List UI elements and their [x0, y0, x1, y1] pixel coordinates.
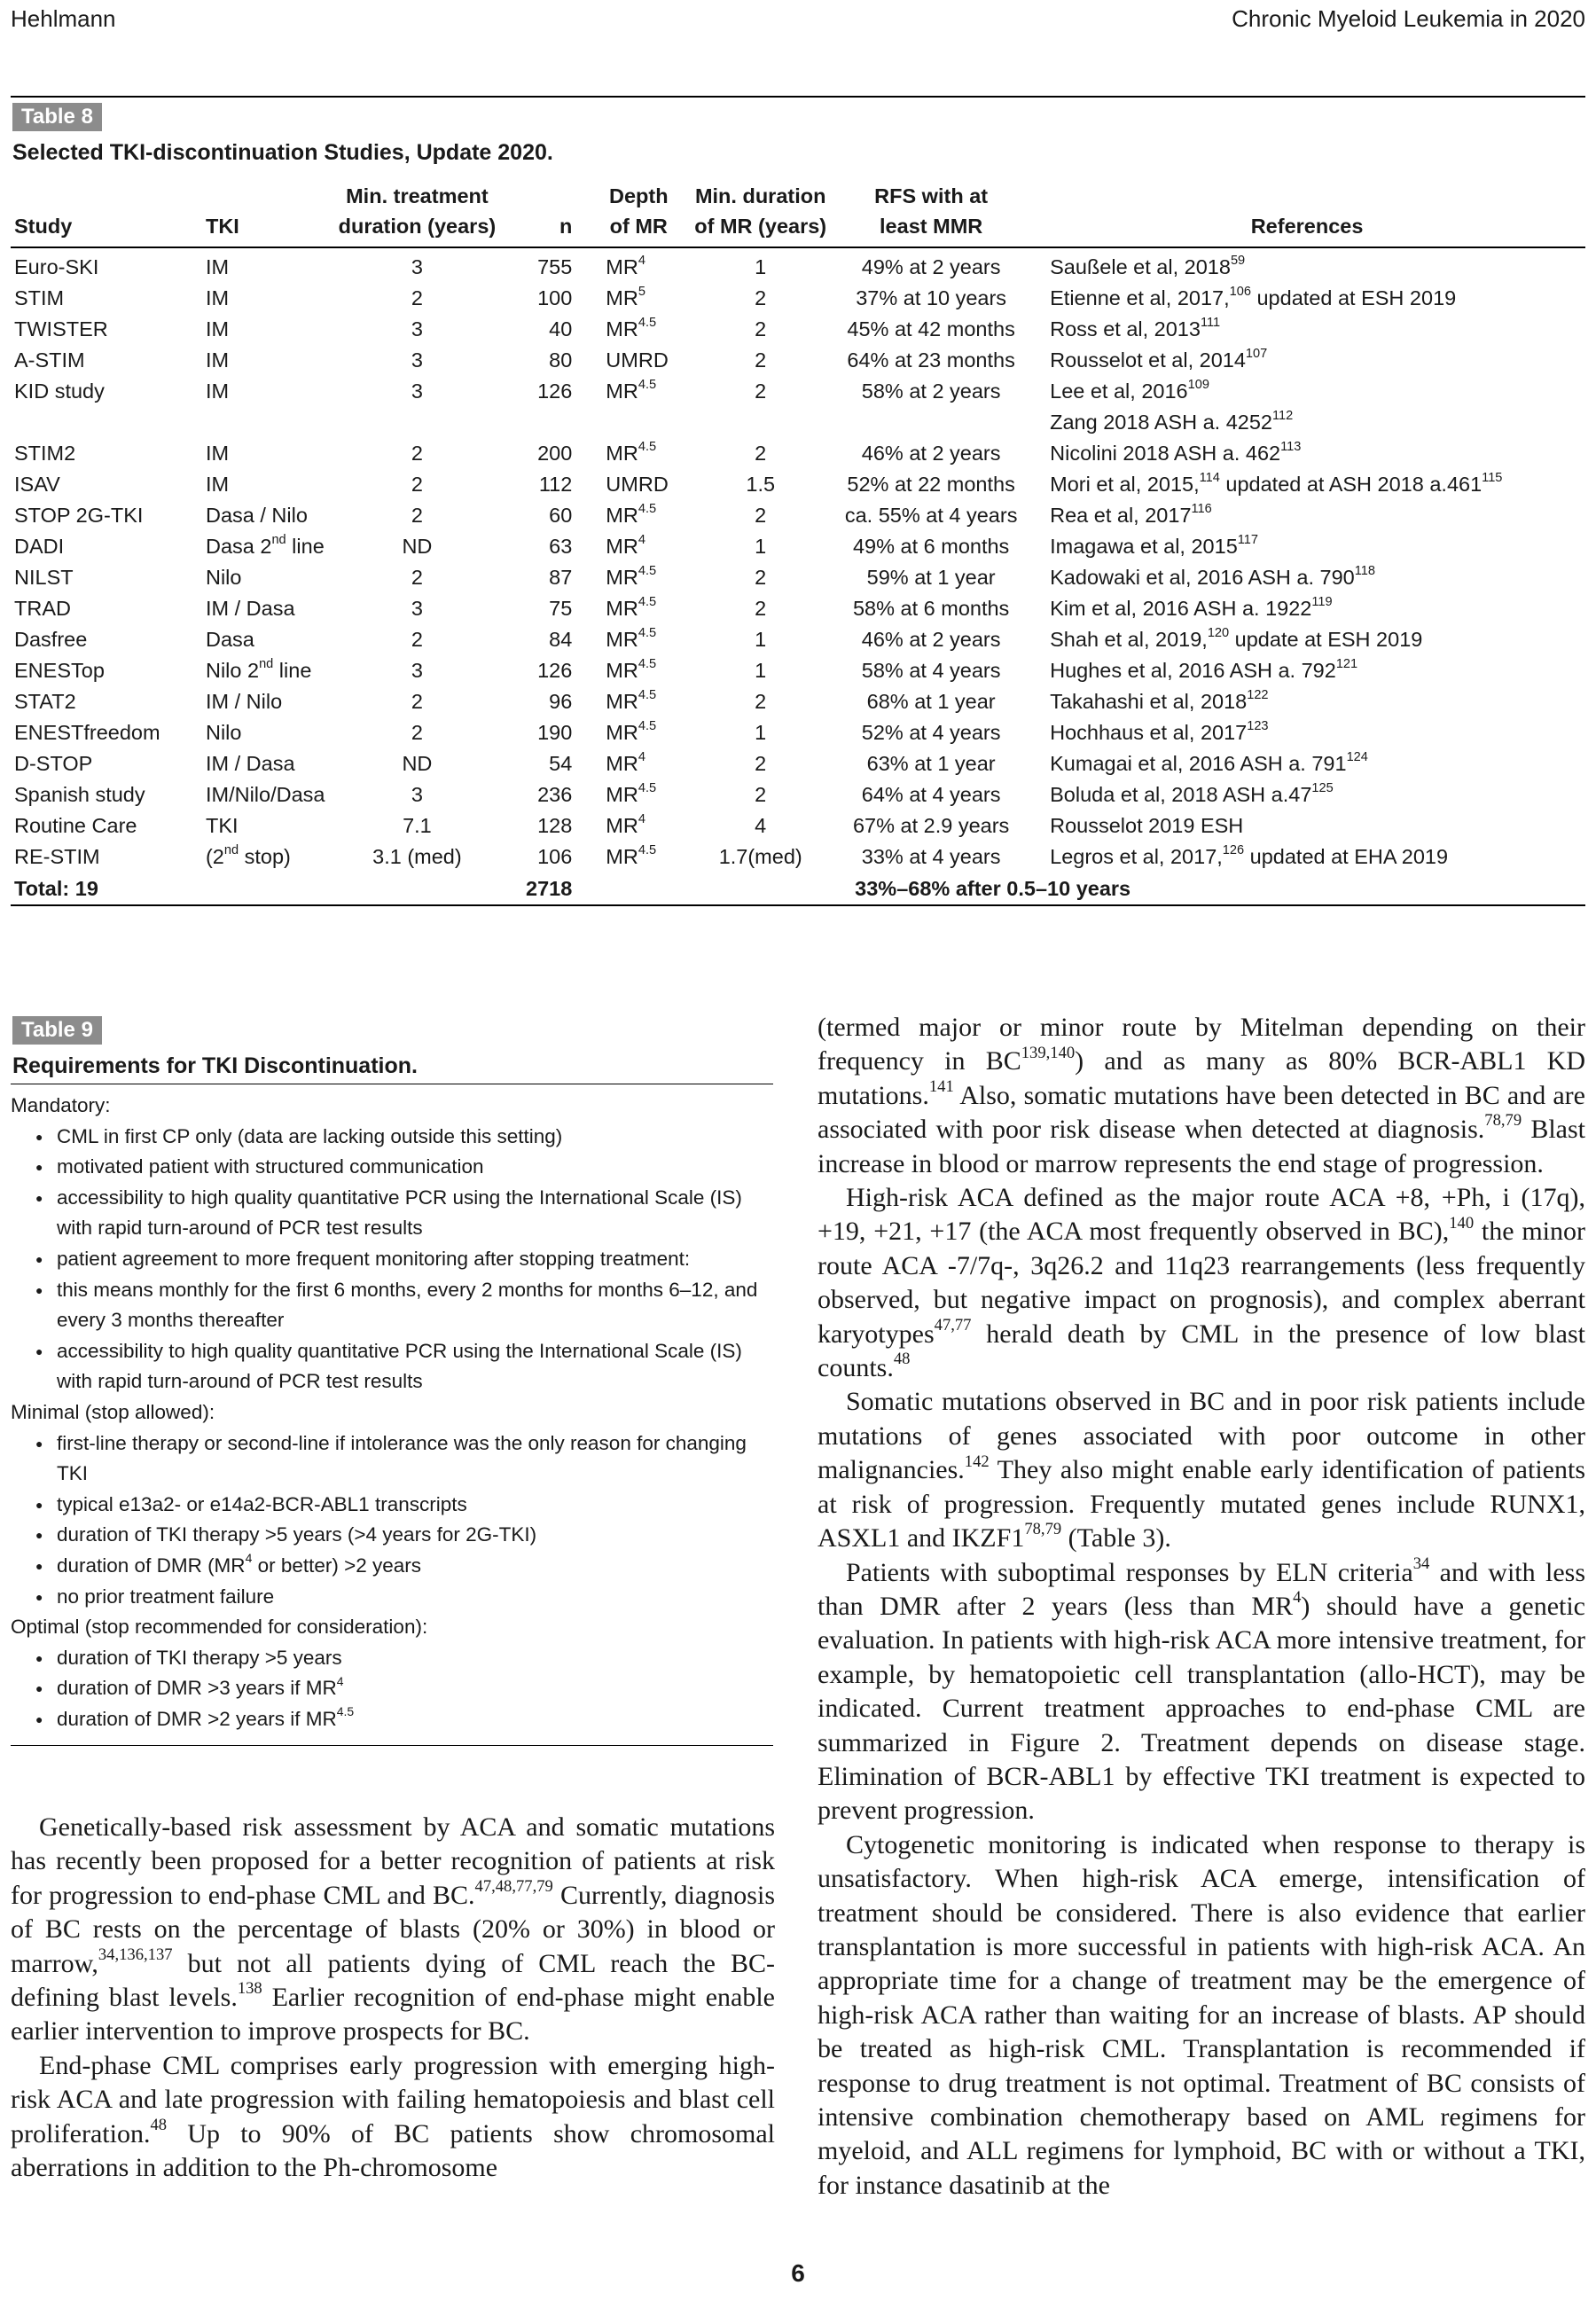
list-item: ● patient agreement to more frequent monitoring after stopping treatment:	[11, 1244, 773, 1275]
table-row	[11, 438, 1585, 469]
cell-min-mr-duration: 1.5	[746, 473, 776, 496]
table-row	[11, 314, 1585, 345]
table-row	[11, 283, 1585, 314]
list-item: ● duration of DMR >2 years if $MR^{4.5}$	[11, 1704, 773, 1735]
cell-min-treatment: 2	[411, 504, 423, 527]
cell-rfs: 68% at 1 year	[866, 690, 996, 713]
paragraph: Somatic mutations observed in BC and in poor risk patients include mutations of genes associated with poor outcome in other malignancies.$^{142}$ They also might enable early identification of patients at risk of progression. Frequently mutated genes include RUNX1, ASXL1 and IKZF1$^{78,79}$ (Table 3).	[818, 1387, 1585, 1554]
list-item: ● CML in first CP only (data are lacking outside this setting)	[11, 1122, 773, 1153]
cell-tki: IM	[205, 317, 230, 340]
cell-study	[11, 407, 170, 438]
cell-n: 54	[549, 752, 573, 775]
body-text-right-column	[818, 1011, 1585, 2203]
cell-depth: $MR^4$	[606, 812, 645, 837]
list-item: ● no prior treatment failure	[11, 1582, 773, 1613]
cell-rfs: 37% at 10 years	[856, 286, 1007, 309]
cell-rfs: 33% at 4 years	[861, 845, 1001, 868]
cell-tki: IM / Dasa	[205, 597, 295, 620]
table-row	[11, 376, 1585, 407]
paragraph: End-phase CML comprises early progression with emerging high-risk ACA and late progression with failing hematopoiesis and blast cell proliferation.$^{48}$ Up to 90% of BC patients show chromosomal aberrations in addition to the Ph-chromosome	[11, 2050, 775, 2183]
table-row	[11, 748, 1585, 779]
cell-rfs	[833, 407, 1029, 438]
table-row	[11, 247, 1585, 283]
list-item: ● first-line therapy or second-line if intolerance was the only reason for changing TKI	[11, 1428, 773, 1490]
cell-min-mr-duration: 1.7(med)	[718, 845, 802, 868]
cell-n: 106	[537, 845, 573, 868]
table-row	[11, 407, 1585, 438]
cell-rfs: 67% at 2.9 years	[852, 814, 1010, 837]
total-label: Total: 19	[11, 873, 170, 905]
table-8-header-row	[11, 174, 1585, 247]
cell-rfs: 59% at 1 year	[866, 566, 996, 589]
table-row	[11, 779, 1585, 810]
cell-n	[505, 407, 590, 438]
cell-n: 128	[537, 814, 573, 837]
cell-reference: Boluda et al, 2018 ASH $a.47^{125}$	[1050, 781, 1334, 806]
cell-reference: Legros et al, 2017,$^{126}$ updated at EHA 2019	[1050, 843, 1449, 868]
cell-min-treatment: 3	[411, 783, 423, 806]
list-item: ● duration of DMR ($MR^4$ or better) >2 years	[11, 1551, 773, 1582]
cell-study: TRAD	[14, 597, 71, 620]
cell-study: Euro-SKI	[14, 255, 99, 278]
cell-tki: IM	[205, 348, 230, 372]
cell-study: Dasfree	[14, 628, 88, 651]
paragraph: Cytogenetic monitoring is indicated when response to therapy is unsatisfactory. When high-risk ACA emerge, intensification of treatment should be considered. There is also evidence that earlier transplantation is more successful in patients with high-risk ACA. An appropriate time for a change of treatment may be the emergence of high-risk ACA rather than waiting for an increase of blasts. AP should be treated as high-risk CML. Transplantation is recommended if response to drug treatment is not optimal. Treatment of BC consists of intensive combination chemotherapy based on AML regimens for myeloid, and ALL regimens for lymphoid, BC with or without a TKI, for instance dasatinib at the	[818, 1829, 1585, 2200]
cell-reference: Hochhaus et al, 2017$^{123}$	[1050, 719, 1269, 744]
cell-depth: $MR^{4.5}$	[606, 502, 657, 527]
cell-rfs: 58% at 4 years	[861, 659, 1001, 682]
body-text-left-column	[11, 1811, 775, 2185]
cell-study: STIM	[14, 286, 65, 309]
table-row	[11, 531, 1585, 562]
cell-rfs: ca. 55% at 4 years	[844, 504, 1018, 527]
cell-reference: Ross et al, 2013$^{111}$	[1050, 316, 1221, 340]
cell-min-treatment: 2	[411, 628, 423, 651]
table-9-section-heading: Optimal (stop recommended for consideration):	[11, 1616, 428, 1639]
cell-min-mr-duration: 1	[755, 628, 767, 651]
table-8-tag: Table 8	[12, 103, 102, 131]
table-row	[11, 655, 1585, 686]
page-number: 6	[791, 2259, 805, 2287]
cell-n: 80	[549, 348, 573, 372]
cell-n: 100	[537, 286, 573, 309]
cell-study: A-STIM	[14, 348, 85, 372]
list-item: ● typical e13a2- or e14a2-BCR-ABL1 transcripts	[11, 1490, 773, 1521]
cell-study: STAT2	[14, 690, 76, 713]
cell-min-treatment: 3	[411, 597, 423, 620]
cell-rfs: 46% at 2 years	[861, 628, 1001, 651]
list-item: ● duration of TKI therapy >5 years (>4 years for 2G-TKI)	[11, 1520, 773, 1551]
paragraph: High-risk ACA defined as the major route ACA +8, +Ph, i (17q), +19, +21, +17 (the ACA most frequently observed in BC),$^{140}$ the minor route ACA -7/7q-, 3q26.2 and 11q23 rearrangements (less frequently observed, but negative impact on prognosis), and complex aberrant karyotypes$^{47,77}$ herald death by CML in the presence of low blast counts.$^{48}$	[818, 1183, 1585, 1383]
table-row	[11, 686, 1585, 717]
list-item: ● duration of DMR >3 years if $MR^4$	[11, 1673, 773, 1704]
total-rfs: 33%–68% after 0.5–10 years	[833, 873, 1585, 905]
cell-depth: $MR^4$	[606, 254, 645, 278]
col-header-study: Study	[11, 174, 170, 247]
cell-reference: Mori et al, 2015,$^{114}$ updated at ASH 2018 a.461$^{115}$	[1050, 471, 1503, 496]
cell-depth: $MR^{4.5}$	[606, 843, 657, 868]
list-item: ● duration of TKI therapy >5 years	[11, 1643, 773, 1674]
cell-min-treatment: ND	[402, 752, 433, 775]
table-row	[11, 717, 1585, 748]
cell-study: DADI	[14, 535, 65, 558]
table-row	[11, 593, 1585, 624]
cell-min-treatment: 3	[411, 659, 423, 682]
cell-min-treatment: 2	[411, 690, 423, 713]
cell-rfs: 49% at 6 months	[852, 535, 1010, 558]
cell-tki: Nilo	[205, 566, 242, 589]
cell-min-mr-duration: 2	[755, 752, 767, 775]
cell-tki: (2nd stop)	[205, 843, 291, 868]
cell-min-treatment: 2	[411, 566, 423, 589]
cell-n: 126	[537, 659, 573, 682]
cell-rfs: 58% at 2 years	[861, 380, 1001, 403]
cell-rfs: 58% at 6 months	[852, 597, 1010, 620]
table-9-caption: Requirements for TKI Discontinuation.	[12, 1053, 418, 1078]
cell-reference: Rea et al, 2017$^{116}$	[1050, 502, 1212, 527]
col-header-min-treatment: Min. treatment duration (years)	[329, 174, 506, 247]
cell-reference: Zang 2018 ASH a. 4252$^{112}$	[1050, 409, 1294, 434]
cell-min-mr-duration: 1	[755, 659, 767, 682]
cell-tki: Dasa / Nilo	[205, 504, 308, 527]
cell-reference: Takahashi et al, 2018$^{122}$	[1050, 688, 1269, 713]
list-item: ● this means monthly for the first 6 months, every 2 months for months 6–12, and every 3 months thereafter	[11, 1275, 773, 1336]
cell-depth: $MR^{4.5}$	[606, 440, 657, 465]
cell-min-mr-duration: 2	[755, 597, 767, 620]
cell-min-treatment: 3.1 (med)	[372, 845, 462, 868]
cell-tki: IM / Nilo	[205, 690, 283, 713]
cell-study: ENESTop	[14, 659, 105, 682]
cell-reference: Nicolini 2018 ASH a. $462^{113}$	[1050, 440, 1302, 465]
table-8-total-row	[11, 873, 1585, 905]
cell-n: 96	[549, 690, 573, 713]
col-header-tki: TKI	[170, 174, 329, 247]
cell-depth: $MR^{4.5}$	[606, 781, 657, 806]
cell-study: NILST	[14, 566, 74, 589]
cell-n: 60	[549, 504, 573, 527]
cell-reference: Rousselot 2019 ESH	[1050, 814, 1244, 837]
cell-n: 200	[537, 442, 573, 465]
list-item: ● accessibility to high quality quantitative PCR using the International Scale (IS) with rapid turn-around of PCR test results	[11, 1183, 773, 1244]
cell-depth: $MR^{4.5}$	[606, 564, 657, 589]
cell-n: 40	[549, 317, 573, 340]
cell-min-mr-duration: 2	[755, 380, 767, 403]
cell-study: RE-STIM	[14, 845, 100, 868]
col-header-n: n	[505, 174, 590, 247]
cell-min-mr-duration: 1	[755, 255, 767, 278]
cell-min-mr-duration: 2	[755, 317, 767, 340]
cell-depth: $MR^5$	[606, 285, 645, 309]
cell-study: TWISTER	[14, 317, 108, 340]
cell-tki: Nilo	[205, 721, 242, 744]
cell-min-treatment	[329, 407, 506, 438]
cell-study: STIM2	[14, 442, 76, 465]
cell-depth	[590, 407, 687, 438]
cell-min-mr-duration: 2	[755, 442, 767, 465]
cell-min-mr-duration: 2	[755, 348, 767, 372]
cell-depth: $MR^{4.5}$	[606, 316, 657, 340]
table-row	[11, 500, 1585, 531]
header-rule	[11, 96, 1585, 98]
cell-n: 63	[549, 535, 573, 558]
cell-tki: Dasa 2nd line	[205, 533, 325, 558]
table-row	[11, 624, 1585, 655]
table-9-tag: Table 9	[12, 1016, 102, 1045]
cell-reference: Kadowaki et al, 2016 ASH a. $790^{118}$	[1050, 564, 1375, 589]
table-9-section-heading: Mandatory:	[11, 1094, 111, 1116]
cell-tki: IM	[205, 255, 230, 278]
paragraph: Patients with suboptimal responses by ELN criteria$^{34}$ and with less than DMR after 2 years (less than $MR^4$) should have a genetic evaluation. In patients with high-risk ACA more intensive treatment, for example, by hematopoietic cell transplantation (allo-HCT), may be indicated. Current treatment approaches to end-phase CML are summarized in Figure 2. Treatment depends on disease stage. Elimination of BCR-ABL1 by effective TKI treatment is expected to prevent progression.	[818, 1554, 1585, 1826]
list-item: ● motivated patient with structured communication	[11, 1152, 773, 1183]
cell-rfs: 46% at 2 years	[861, 442, 1001, 465]
cell-n: 75	[549, 597, 573, 620]
cell-depth: UMRD	[606, 348, 669, 372]
table-row	[11, 345, 1585, 376]
cell-depth: $MR^{4.5}$	[606, 626, 657, 651]
cell-n: 755	[537, 255, 573, 278]
table-row	[11, 469, 1585, 500]
cell-tki: IM	[205, 473, 230, 496]
table-8	[11, 174, 1585, 906]
cell-study: STOP 2G-TKI	[14, 504, 144, 527]
cell-reference: Etienne et al, 2017,$^{106}$ updated at ESH 2019	[1050, 285, 1457, 309]
cell-min-treatment: 2	[411, 473, 423, 496]
cell-tki: IM/Nilo/Dasa	[205, 783, 325, 806]
cell-tki: IM	[205, 286, 230, 309]
cell-min-mr-duration	[687, 407, 833, 438]
cell-rfs: 64% at 23 months	[847, 348, 1015, 372]
header-journal-title: Chronic Myeloid Leukemia in 2020	[1232, 5, 1585, 32]
cell-min-mr-duration: 4	[755, 814, 767, 837]
cell-min-treatment: 2	[411, 721, 423, 744]
cell-rfs: 45% at 42 months	[847, 317, 1015, 340]
table-8-caption: Selected TKI-discontinuation Studies, Update 2020.	[12, 140, 553, 165]
cell-reference: Rousselot et al, 2014$^{107}$	[1050, 347, 1268, 372]
cell-min-mr-duration: 2	[755, 566, 767, 589]
col-header-rfs: RFS with at least MMR	[833, 174, 1029, 247]
table-9-bottom-rule	[11, 1745, 773, 1746]
cell-depth: $MR^4$	[606, 750, 645, 775]
cell-rfs: 64% at 4 years	[861, 783, 1001, 806]
cell-reference: Shah et al, 2019,$^{120}$ update at ESH 2019	[1050, 626, 1423, 651]
cell-tki: IM	[205, 380, 230, 403]
cell-reference: Kim et al, 2016 ASH a. 1922$^{119}$	[1050, 595, 1333, 620]
cell-min-mr-duration: 2	[755, 504, 767, 527]
cell-depth: UMRD	[606, 473, 669, 496]
cell-min-mr-duration: 1	[755, 721, 767, 744]
cell-n: 190	[537, 721, 573, 744]
col-header-min-mr-duration: Min. duration of MR (years)	[687, 174, 833, 247]
paragraph: (termed major or minor route by Mitelman depending on their frequency in BC$^{139,140}$) and as many as 80% BCR-ABL1 KD mutations.$^{141}$ Also, somatic mutations have been detected in BC and are associated with poor risk disease when detected at diagnosis.$^{78,79}$ Blast increase in blood or marrow represents the end stage of progression.	[818, 1013, 1586, 1178]
cell-min-mr-duration: 2	[755, 286, 767, 309]
cell-tki: TKI	[205, 814, 239, 837]
cell-tki: Dasa	[205, 628, 254, 651]
cell-n: 112	[538, 473, 573, 496]
cell-study: ENESTfreedom	[14, 721, 160, 744]
cell-min-treatment: 2	[411, 442, 423, 465]
cell-rfs: 52% at 22 months	[847, 473, 1015, 496]
table-row	[11, 810, 1585, 841]
cell-rfs: 52% at 4 years	[861, 721, 1001, 744]
cell-min-treatment: 3	[411, 380, 423, 403]
cell-n: 126	[537, 380, 573, 403]
cell-reference: Kumagai et al, 2016 ASH a. $791^{124}$	[1050, 750, 1368, 775]
cell-tki: IM / Dasa	[205, 752, 295, 775]
cell-tki: Nilo 2nd line	[205, 657, 312, 682]
cell-study: ISAV	[14, 473, 60, 496]
header-author: Hehlmann	[11, 5, 116, 32]
cell-reference: Imagawa et al, 2015$^{117}$	[1050, 533, 1258, 558]
total-n: 2718	[505, 873, 590, 905]
cell-rfs: 63% at 1 year	[866, 752, 996, 775]
list-item: ● accessibility to high quality quantitative PCR using the International Scale (IS) with rapid turn-around of PCR test results	[11, 1336, 773, 1397]
cell-min-treatment: 3	[411, 348, 423, 372]
cell-min-mr-duration: 2	[755, 690, 767, 713]
table-9-section-heading: Minimal (stop allowed):	[11, 1400, 215, 1423]
running-header	[11, 0, 1585, 35]
cell-study: Routine Care	[14, 814, 137, 837]
cell-n: 87	[549, 566, 573, 589]
cell-depth: $MR^{4.5}$	[606, 688, 657, 713]
cell-reference: Hughes et al, 2016 ASH a. $792^{121}$	[1050, 657, 1358, 682]
col-header-references: References	[1029, 174, 1585, 247]
cell-min-mr-duration: 1	[755, 535, 767, 558]
cell-n: 236	[537, 783, 573, 806]
cell-min-treatment: 7.1	[403, 814, 432, 837]
cell-depth: $MR^{4.5}$	[606, 595, 657, 620]
cell-n: 84	[549, 628, 573, 651]
table-9-body	[11, 1091, 773, 1734]
cell-min-treatment: 3	[411, 255, 423, 278]
cell-depth: $MR^{4.5}$	[606, 657, 657, 682]
cell-reference: Saußele et al, 2018$^{59}$	[1050, 254, 1246, 278]
cell-tki: IM	[205, 442, 230, 465]
cell-depth: $MR^{4.5}$	[606, 719, 657, 744]
cell-reference: Lee et al, 2016$^{109}$	[1050, 378, 1209, 403]
table-row	[11, 562, 1585, 593]
cell-study: D-STOP	[14, 752, 93, 775]
cell-tki	[170, 407, 329, 438]
cell-study: KID study	[14, 380, 105, 403]
col-header-depth: Depth of MR	[590, 174, 687, 247]
cell-study: Spanish study	[14, 783, 145, 806]
cell-depth: $MR^4$	[606, 533, 645, 558]
cell-rfs: 49% at 2 years	[861, 255, 1001, 278]
cell-min-treatment: 2	[411, 286, 423, 309]
cell-min-treatment: ND	[402, 535, 433, 558]
cell-min-treatment: 3	[411, 317, 423, 340]
cell-min-mr-duration: 2	[755, 783, 767, 806]
table-row	[11, 841, 1585, 873]
cell-depth: $MR^{4.5}$	[606, 378, 657, 403]
paragraph: Genetically-based risk assessment by ACA and somatic mutations has recently been proposed for a better recognition of patients at risk for progression to end-phase CML and BC.$^{47,48,77,79}$ Currently, diagnosis of BC rests on the percentage of blasts (20% or 30%) in blood or marrow,$^{34,136,137}$ but not all patients dying of CML reach the BC-defining blast levels.$^{138}$ Earlier recognition of end-phase might enable earlier intervention to improve prospects for BC.	[11, 1812, 775, 2047]
